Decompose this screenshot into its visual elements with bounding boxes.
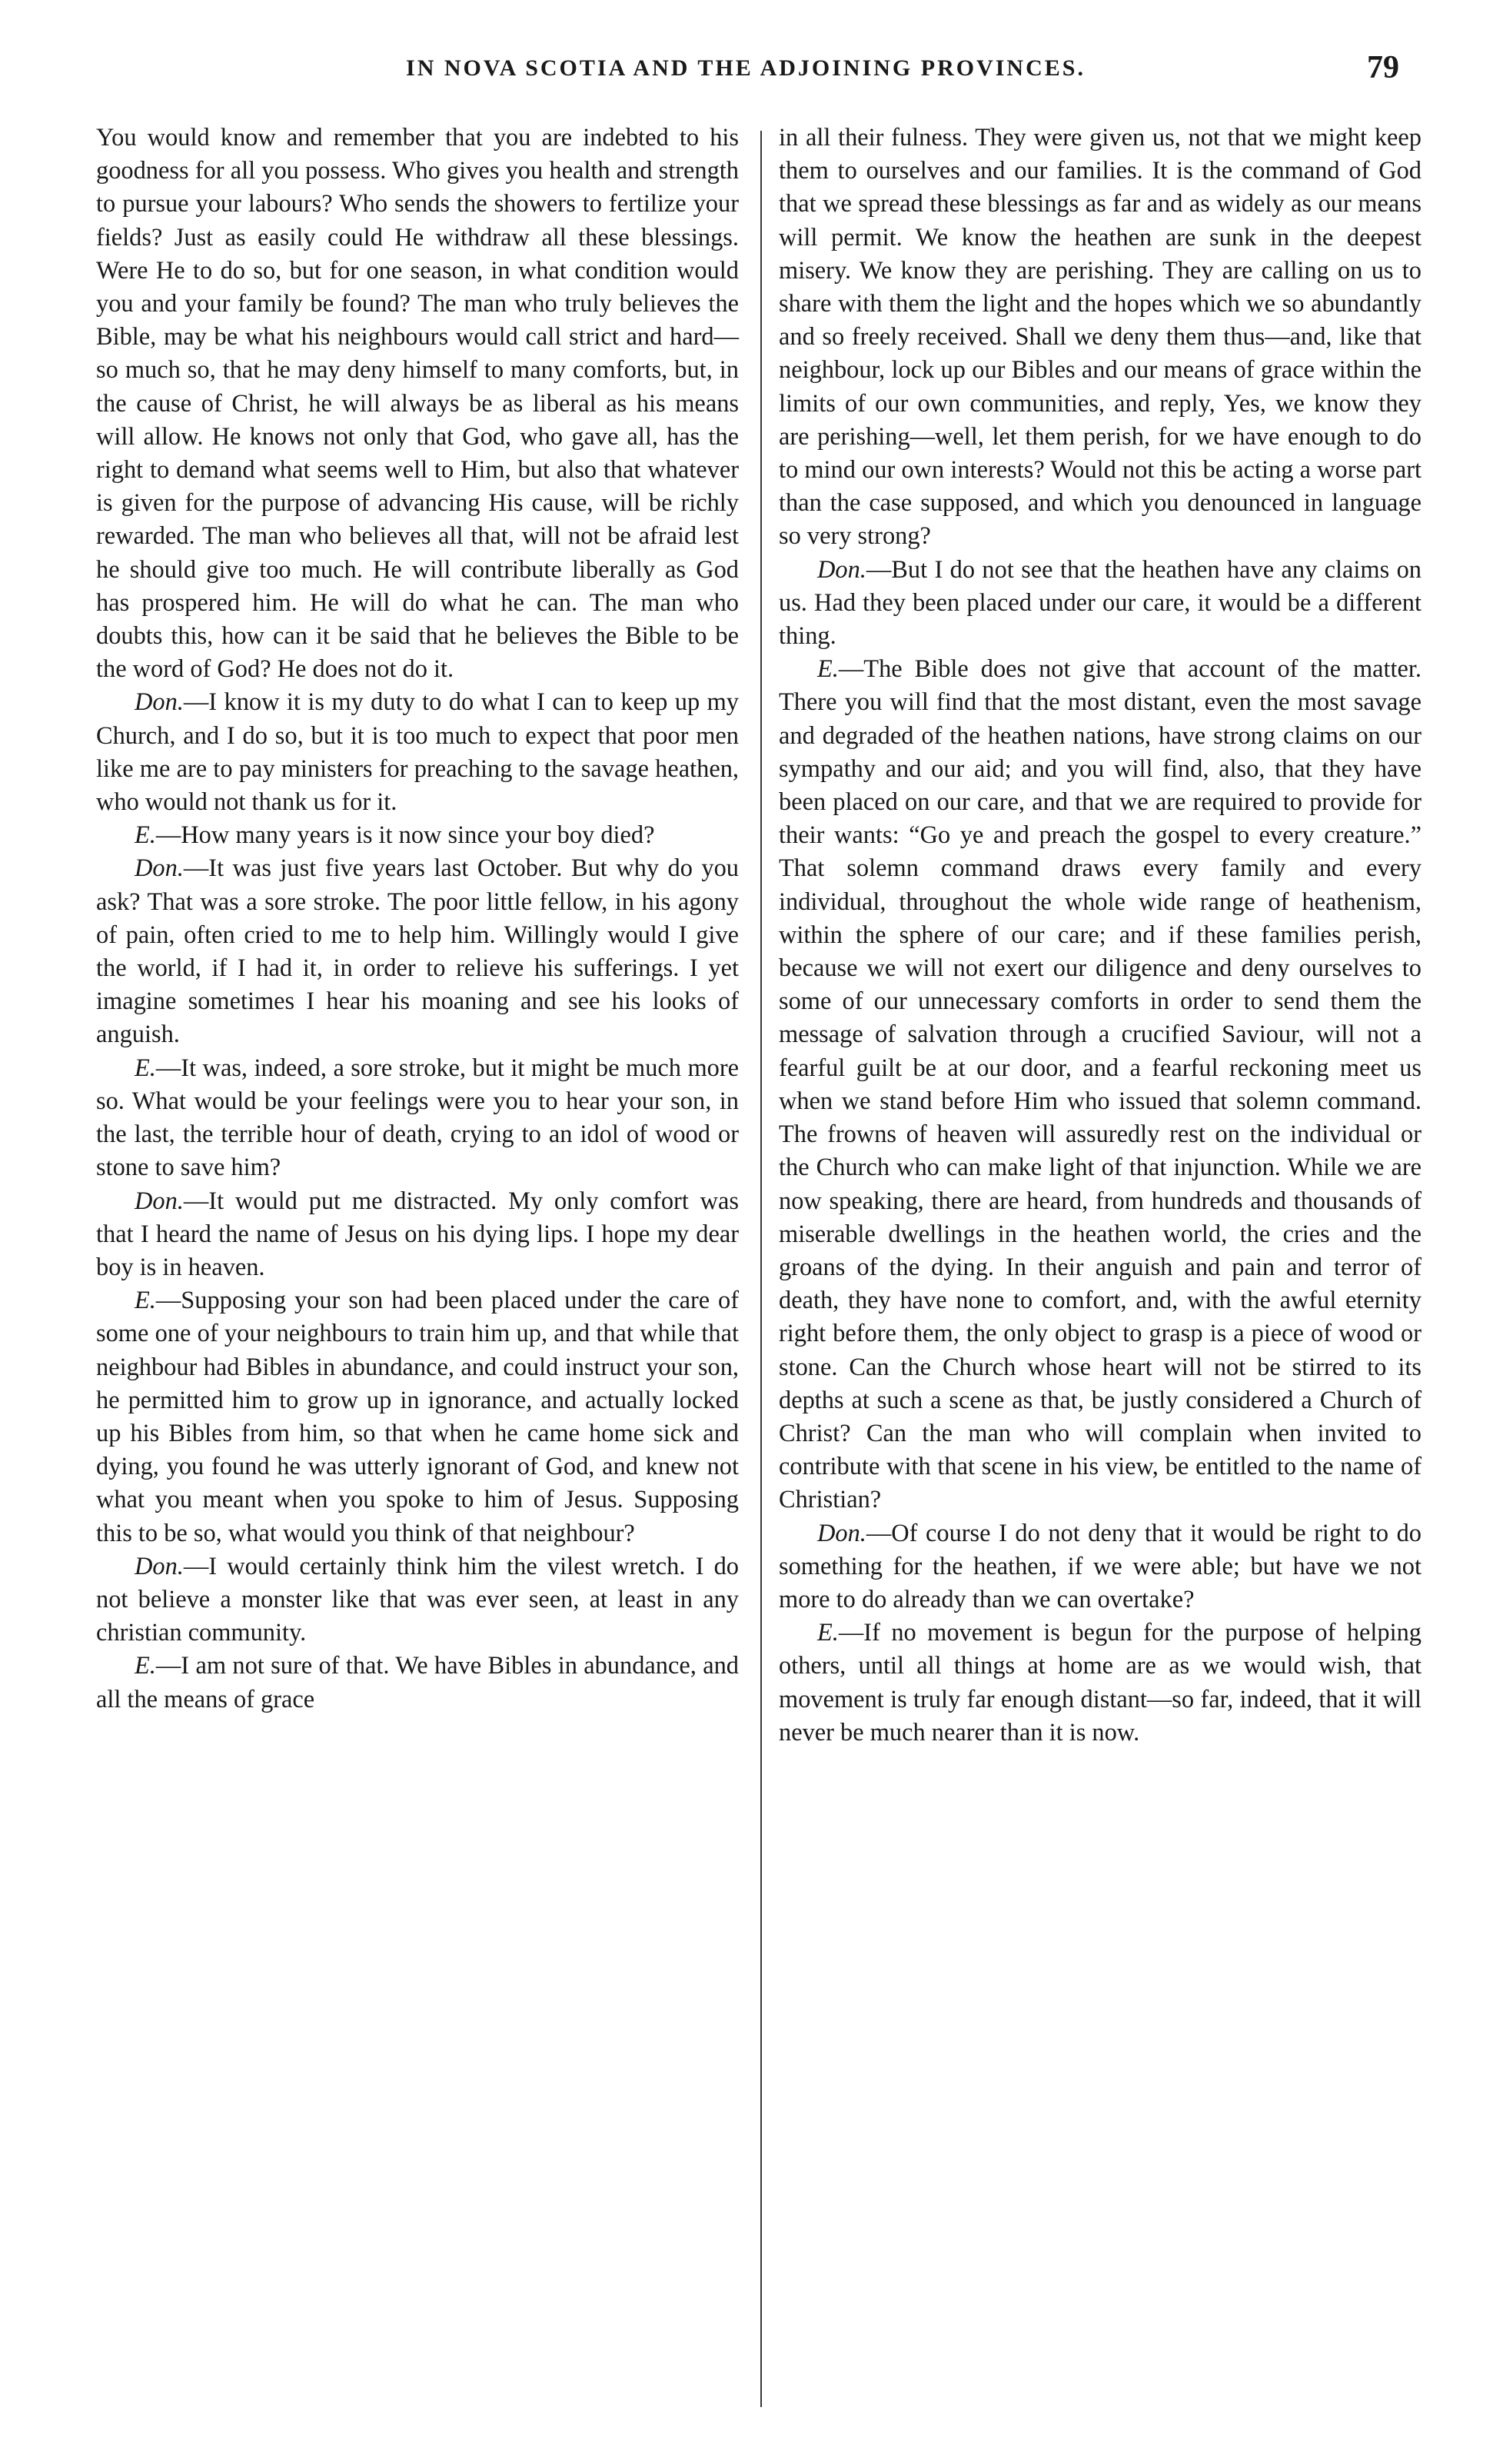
speaker-label: Don. (135, 854, 184, 883)
speaker-label: E. (135, 1287, 156, 1315)
paragraph-text: —How many years is it now since your boy died? (155, 821, 655, 850)
paragraph (96, 686, 739, 819)
speaker-label: Don. (135, 1552, 184, 1580)
paragraph-text: —Supposing your son had been placed under the care of some one of your neighbours to train him up, and that while that neighbour had Bibles in abundance, and could instruct your son, he permitted him to grow up in ignorance, and actually locked up his Bibles from him, so that when he came home sick and dying, you found he was utterly ignorant of God, and knew not what you meant when you spoke to him of Jesus. Supposing this to be so, what would you think of that neighbour? (96, 1287, 739, 1547)
speaker-label: E. (135, 1652, 156, 1680)
left-column (96, 122, 739, 1716)
paragraph-text: —It was, indeed, a sore stroke, but it might be much more so. What would be your feelings were you to hear your son, in the last, the terrible hour of death, crying to an idol of wood or stone to save him? (96, 1054, 739, 1182)
paragraph-text: —Of course I do not deny that it would be right to do something for the heathen, if we were able; but have we not more to do already than we can overtake? (779, 1519, 1422, 1613)
speaker-label: E. (817, 655, 839, 684)
paragraph (96, 819, 739, 852)
paragraph (96, 1650, 739, 1716)
paragraph-text: —It was just five years last October. But why do you ask? That was a sore stroke. The poor little fellow, in his agony of pain, often cried to me to help him. Willingly would I give the world, if I had it, in order to relieve his sufferings. I yet imagine sometimes I hear his moaning and see his looks of anguish. (96, 854, 739, 1049)
paragraph-text: —But I do not see that the heathen have any claims on us. Had they been placed under our care, it would be a different thing. (779, 555, 1422, 651)
paragraph-text: in all their fulness. They were given us, not that we might keep them to ourselves and our families. It is the command of God that we spread these blessings as far and as widely as our means will permit. We know the heathen are sunk in the deepest misery. We know they are perishing. They are calling on us to share with them the light and the hopes which we so abundantly and so freely received. Shall we deny them thus—and, like that neighbour, lock up our Bibles and our means of grace within the limits of our own communities, and reply, Yes, we know they are perishing—well, let them perish, for we have enough to do to mind our own interests? Would not this be acting a worse part than the case supposed, and which you denounced in language so very strong? (779, 124, 1422, 551)
speaker-label: E. (135, 1054, 156, 1082)
speaker-label: Don. (817, 555, 866, 584)
paragraph-text: —I am not sure of that. We have Bibles in abundance, and all the means of grace (96, 1652, 739, 1713)
paragraph-text: —If no movement is begun for the purpose of helping others, until all things at home are as we would wish, that movement is truly far enough distant—so far, indeed, that it will never be much nearer than it is now. (779, 1619, 1422, 1746)
paragraph-text: —I would certainly think him the vilest wretch. I do not believe a monster like that was ever seen, at least in any christian community. (96, 1552, 739, 1647)
speaker-label: E. (817, 1619, 839, 1647)
right-column (779, 122, 1422, 1750)
running-head (92, 50, 1399, 86)
paragraph-text: You would know and remember that you are indebted to his goodness for all you possess. Who gives you health and strength to pursue your labours? Who sends the showers to fertilize your fields? Just as easily could He withdraw all these blessings. Were He to do so, but for one season, in what condition would you and your family be found? The man who truly believes the Bible, may be what his neighbours would call strict and hard—so much so, that he may deny himself to many comforts, but, in the cause of Christ, he will always be as liberal as his means will allow. He knows not only that God, who gave all, has the right to demand what seems well to Him, but also that whatever is given for the purpose of advancing His cause, will be richly rewarded. The man who believes all that, will not be afraid lest he should give too much. He will contribute liberally as God has prospered him. He will do what he can. The man who doubts this, how can it be said that he believes the Bible to be the word of God? He does not do it. (96, 124, 739, 684)
paragraph (779, 122, 1422, 554)
paragraph (779, 554, 1422, 654)
speaker-label: Don. (135, 688, 184, 717)
paragraph (96, 122, 739, 686)
speaker-label: Don. (817, 1519, 866, 1547)
paragraph (96, 1052, 739, 1185)
paragraph-text: —I know it is my duty to do what I can to keep up my Church, and I do so, but it is too much to expect that poor men like me are to pay ministers for preaching to the savage heathen, who would not thank us for it. (96, 688, 739, 817)
speaker-label: E. (135, 821, 156, 850)
paragraph (96, 852, 739, 1051)
column-divider (760, 131, 762, 2407)
running-title: IN NOVA SCOTIA AND THE ADJOINING PROVINCES. (406, 55, 1086, 81)
paragraph-text: —The Bible does not give that account of the matter. There you will find that the most distant, even the most savage and degraded of the heathen nations, have strong claims on our sympathy and our aid; and you will find, also, that they have been placed on our care, and that we are required to provide for their wants: “Go ye and preach the gospel to every creature.” That solemn command draws every family and every individual, throughout the whole wide range of heathenism, within the sphere of our care; and if these families perish, because we will not exert our diligence and deny ourselves to some of our unnecessary comforts in order to send them the message of salvation through a crucified Saviour, will not a fearful guilt be at our door, and a fearful reckoning meet us when we stand before Him who issued that solemn command. The frowns of heaven will assuredly rest on the individual or the Church who can make light of that injunction. While we are now speaking, there are heard, from hundreds and thousands of miserable dwellings in the heathen world, the cries and the groans of the dying. In their anguish and pain and terror of death, they have none to comfort, and, with the awful eternity right before them, the only object to grasp is a piece of wood or stone. Can the Church whose heart will not be stirred to its depths at such a scene as that, be justly considered a Church of Christ? Can the man who will complain when invited to contribute with that scene in his view, be entitled to the name of Christian? (779, 655, 1422, 1514)
speaker-label: Don. (135, 1187, 184, 1215)
paragraph (779, 1617, 1422, 1750)
paragraph (96, 1550, 739, 1650)
paragraph-text: —It would put me distracted. My only comfort was that I heard the name of Jesus on his dying lips. I hope my dear boy is in heaven. (96, 1187, 739, 1281)
page-number: 79 (1367, 50, 1399, 85)
paragraph (96, 1284, 739, 1550)
paragraph (779, 1517, 1422, 1617)
paragraph (779, 653, 1422, 1517)
paragraph (96, 1185, 739, 1285)
